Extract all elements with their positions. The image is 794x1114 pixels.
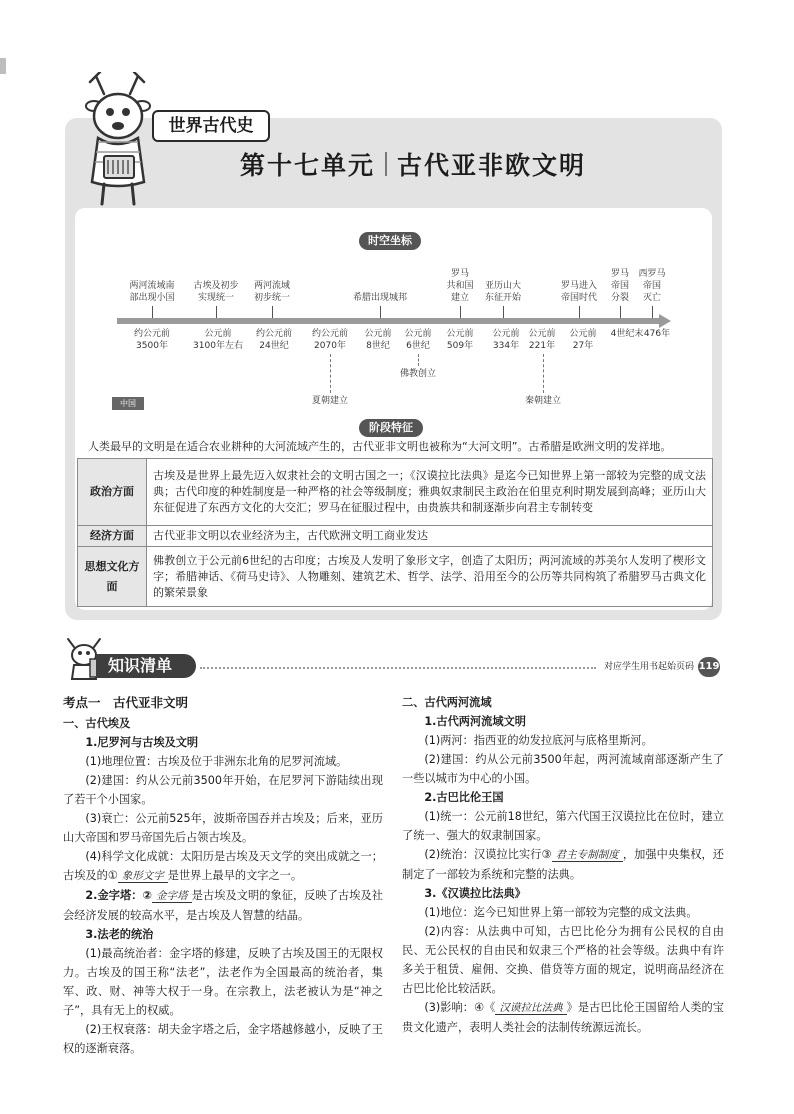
timeline-date-line: 约公元前 xyxy=(311,329,348,339)
stage-table xyxy=(77,458,713,607)
timeline-tick xyxy=(216,306,217,318)
timeline-date-line: 3100年左右 xyxy=(193,341,243,351)
timeline-date-line: 27年 xyxy=(572,341,594,351)
subheading-babylon: 2.古巴比伦王国 xyxy=(424,791,504,804)
timeline-axis xyxy=(117,318,659,324)
subheading-pharaoh: 3.法老的统治 xyxy=(85,928,154,941)
paragraph: (1)统一：公元前18世纪，第六代国王汉谟拉比在位时，建立了统一、强大的奴隶制国家。 xyxy=(402,810,724,842)
answer-3: 君主专制制度 xyxy=(552,849,623,862)
knowledge-list-badge: 知识清单 xyxy=(96,654,196,678)
subheading-code: 3.《汉谟拉比法典》 xyxy=(424,887,526,900)
timeline-event-label xyxy=(350,292,410,304)
timeline-event-line: 希腊出现城邦 xyxy=(352,293,407,303)
text: 2.金字塔：② xyxy=(85,889,153,902)
timeline-tick xyxy=(652,306,653,318)
row-body-politics: 古埃及是世界上最先迈入奴隶社会的文明古国之一；《汉谟拉比法典》是迄今已知世界上第一部较为完整的成文法典；古代印度的种姓制度是一种严格的社会等级制度；雅典奴隶制民主政治在伯里克利时期发展到高峰；亚历山大东征促进了东西方文化的大交汇；罗马在征服过程中，由贵族共和制逐渐步向君主专制转变 xyxy=(147,459,713,526)
timeline-date-line: 509年 xyxy=(446,341,474,351)
timeline-dash-line xyxy=(418,354,419,366)
timeline-event-line: 灭亡 xyxy=(642,293,661,303)
paragraph: (1)地理位置：古埃及位于非洲东北角的尼罗河流域。 xyxy=(85,755,348,768)
timeline-tick xyxy=(620,306,621,318)
timeline-date-line: 4世纪末 xyxy=(610,329,644,339)
timeline-dash-line xyxy=(330,354,331,393)
timeline-date-label xyxy=(190,328,246,352)
timeline-tick xyxy=(503,306,504,318)
timeline-date-line: 公元前 xyxy=(364,329,392,339)
row-body-economy: 古代亚非文明以农业经济为主，古代欧洲文明工商业发达 xyxy=(147,526,713,547)
timeline-event-label xyxy=(186,280,246,304)
stage-intro: 人类最早的文明是在适合农业耕种的大河流域产生的，古代亚非文明也被称为“大河文明”。古希腊是欧洲文明的发祥地。 xyxy=(88,440,672,453)
unit-name: 古代亚非欧文明 xyxy=(397,151,587,180)
timeline-event-line: 初步统一 xyxy=(253,293,290,303)
timeline-event-line: 帝国 xyxy=(610,281,629,291)
table-row xyxy=(78,547,713,607)
timeline-date-line: 约公元前 xyxy=(133,329,170,339)
timeline-event-line: 东征开始 xyxy=(484,293,521,303)
timeline-date-line: 334年 xyxy=(492,341,520,351)
page-ref-number: 119 xyxy=(698,657,720,677)
timeline-date-line: 6世纪 xyxy=(406,341,430,351)
stage-title: 阶段特征 xyxy=(359,419,423,437)
paragraph xyxy=(63,847,383,886)
timeline-below-label: 佛教创立 xyxy=(399,369,436,379)
timeline-below-label: 秦朝建立 xyxy=(524,396,561,406)
deer-mascot-icon xyxy=(74,72,166,212)
timeline-date-line: 公元前 xyxy=(204,329,232,339)
timeline-arrow-icon xyxy=(659,314,671,328)
timeline-date-label xyxy=(246,328,302,352)
dotted-divider xyxy=(200,667,596,669)
timeline-date-line: 约公元前 xyxy=(255,329,292,339)
timeline-event-line: 古埃及初步 xyxy=(193,281,239,291)
timeline-event-line: 共和国 xyxy=(446,281,474,291)
subheading-two-rivers: 1.古代两河流域文明 xyxy=(424,715,526,728)
timeline-event-line: 建立 xyxy=(450,293,469,303)
paragraph: (1)最高统治者：金字塔的修建，反映了古埃及国王的无限权力。古埃及的国王称“法老”，法老作为全国最高的统治者，集军、政、财、神等大权于一身。在宗教上，法老被认为是“神之子”，具有无上的权威。 xyxy=(63,947,383,1017)
timeline-event-line: 亚历山大 xyxy=(484,281,521,291)
text: (3)影响：④《 xyxy=(424,1001,496,1014)
timeline-event-label xyxy=(622,268,682,304)
timeline-event-label xyxy=(242,280,302,304)
timeline-date-line: 24世纪 xyxy=(259,341,289,351)
timeline-tick xyxy=(272,306,273,318)
timeline-event-line: 分裂 xyxy=(610,293,629,303)
text: 是世界上最早的文字之一。 xyxy=(167,869,303,882)
timeline-date-line: 公元前 xyxy=(446,329,474,339)
paragraph: (1)两河：指西亚的幼发拉底河与底格里斯河。 xyxy=(424,734,653,747)
unit-number: 第十七单元 xyxy=(240,151,376,180)
text: 是古埃及文明的象征，反映了古埃及社会经济发展的较高水平，是古埃及人智慧的结晶。 xyxy=(63,889,383,922)
paragraph xyxy=(402,845,724,884)
timeline-event-line: 两河流域 xyxy=(253,281,290,291)
timeline-below-label: 夏朝建立 xyxy=(311,396,348,406)
paragraph: (2)内容：从法典中可知，古巴比伦分为拥有公民权的自由民、无公民权的自由民和奴隶三个严格的社会等级。法典中有许多关于租赁、雇佣、交换、借贷等方面的规定，说明商品经济在古巴比伦比较活跃。 xyxy=(402,925,724,995)
paragraph: (2)建国：约从公元前3500年开始，在尼罗河下游陆续出现了若干个小国家。 xyxy=(63,774,383,806)
right-column xyxy=(402,693,724,1037)
timeline-event-line: 罗马 xyxy=(610,269,629,279)
timeline-event-line: 罗马进入 xyxy=(560,281,597,291)
section-tag-world-ancient-history: 世界古代史 xyxy=(152,110,270,142)
answer-4: 汉谟拉比法典 xyxy=(495,1002,566,1015)
row-head-politics: 政治方面 xyxy=(78,459,147,526)
heading-egypt: 一、古代埃及 xyxy=(63,717,131,730)
paragraph: (1)地位：迄今已知世界上第一部较为完整的成文法典。 xyxy=(424,906,698,919)
page-corner-mark xyxy=(0,58,6,74)
timeline-date-line: 公元前 xyxy=(404,329,432,339)
timeline-event-label xyxy=(473,280,533,304)
timeline-event-line: 部出现小国 xyxy=(129,293,175,303)
page-ref-note: 对应学生用书起始页码 xyxy=(604,662,695,672)
timeline-tick xyxy=(579,306,580,318)
paragraph: (2)建国：约从公元前3500年起，两河流域南部逐渐产生了一些以城市为中心的小国。 xyxy=(402,753,724,785)
timeline-event-line: 实现统一 xyxy=(197,293,234,303)
left-column xyxy=(63,693,383,1058)
timeline-date-line: 2070年 xyxy=(314,341,346,351)
timeline-date-line: 8世纪 xyxy=(366,341,390,351)
table-row xyxy=(78,526,713,547)
timeline-tick xyxy=(152,306,153,318)
timeline-event-line: 两河流域南 xyxy=(129,281,175,291)
timeline-event-label xyxy=(122,280,182,304)
timeline-event-line: 帝国 xyxy=(642,281,661,291)
timeline-date-line: 221年 xyxy=(528,341,556,351)
timeline-date-line: 公元前 xyxy=(569,329,597,339)
timeline-event-line: 罗马 xyxy=(450,269,469,279)
timeline-tick xyxy=(460,306,461,318)
key-point-title: 考点一 古代亚非文明 xyxy=(63,695,189,710)
china-tag: 中国 xyxy=(112,397,144,410)
timeline-dash-line xyxy=(543,354,544,393)
row-head-culture: 思想文化方面 xyxy=(78,547,147,607)
timeline-title: 时空坐标 xyxy=(359,232,421,250)
title-separator xyxy=(385,152,387,176)
timeline-tick xyxy=(380,306,381,318)
timeline-date-line: 3500年 xyxy=(136,341,168,351)
paragraph: (2)王权衰落：胡夫金字塔之后，金字塔越修越小，反映了王权的逐渐衰落。 xyxy=(63,1023,383,1055)
timeline-date-label xyxy=(629,328,685,340)
paragraph: (3)衰亡：公元前525年，波斯帝国吞并古埃及；后来，亚历山大帝国和罗马帝国先后占领古埃及。 xyxy=(63,812,383,844)
subheading-nile: 1.尼罗河与古埃及文明 xyxy=(85,736,199,749)
table-row xyxy=(78,459,713,526)
text: ，加强中央集权，还制定了一部较为系统和完整的法典。 xyxy=(402,848,724,881)
heading-mesopotamia: 二、古代两河流域 xyxy=(402,696,492,709)
timeline-date-label xyxy=(124,328,180,352)
unit-title xyxy=(240,146,590,182)
answer-1: 象形文字 xyxy=(118,870,168,883)
text: (4)科学文化成就：太阳历是古埃及天文学的突出成就之一；古埃及的① xyxy=(63,850,383,882)
timeline-date-line: 公元前 xyxy=(528,329,556,339)
text: 》是古巴比伦王国留给人类的宝贵文化遗产，表明人类社会的法制传统源远流长。 xyxy=(402,1001,724,1034)
timeline-event-line: 帝国时代 xyxy=(560,293,597,303)
row-body-culture: 佛教创立于公元前6世纪的古印度；古埃及人发明了象形文字，创造了太阳历；两河流域的苏美尔人发明了楔形文字；希腊神话、《荷马史诗》、人物雕刻、建筑艺术、哲学、法学、沿用至今的公历等共同构筑了希腊罗马古典文化的繁荣景象 xyxy=(147,547,713,607)
row-head-economy: 经济方面 xyxy=(78,526,147,547)
text: (2)统治：汉谟拉比实行③ xyxy=(424,848,552,861)
timeline-date-line: 476年 xyxy=(643,329,671,339)
timeline-date-line: 公元前 xyxy=(492,329,520,339)
answer-2: 金字塔 xyxy=(152,890,192,903)
paragraph xyxy=(63,886,383,925)
paragraph xyxy=(402,998,724,1037)
timeline-event-line: 西罗马 xyxy=(638,269,666,279)
